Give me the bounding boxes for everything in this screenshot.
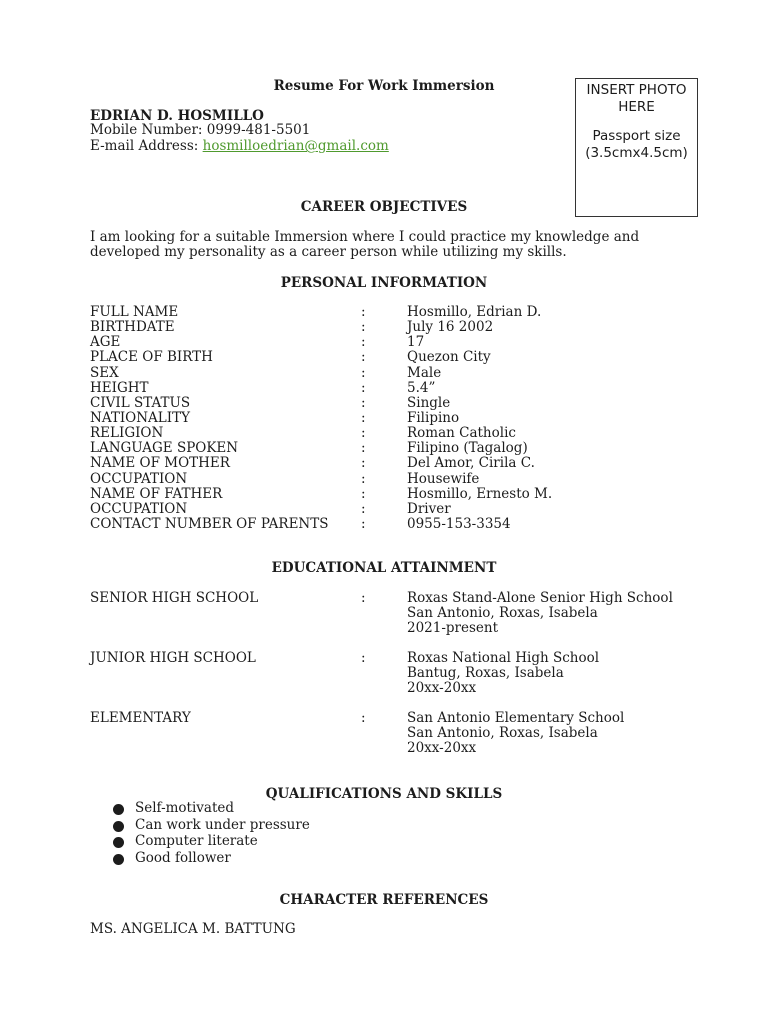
field-value: Housewife <box>407 470 480 487</box>
bullet-icon <box>113 804 124 815</box>
mobile-label: Mobile Number: <box>90 122 207 138</box>
field-label: RELIGION <box>90 425 164 442</box>
field-value: Hosmillo, Ernesto M. <box>407 485 553 502</box>
school-address: Bantug, Roxas, Isabela <box>407 665 564 681</box>
skill-text: Self-motivated <box>135 800 235 816</box>
personal-information-heading: PERSONAL INFORMATION <box>280 275 488 291</box>
personal-info-row <box>90 517 710 532</box>
field-label: FULL NAME <box>90 304 179 320</box>
field-separator: : <box>361 485 366 502</box>
skill-item <box>113 833 310 850</box>
qualifications-heading: QUALIFICATIONS AND SKILLS <box>265 786 503 802</box>
photo-size-note: Passport size (3.5cmx4.5cm) <box>585 128 688 161</box>
field-label: AGE <box>90 334 121 351</box>
personal-info-row <box>90 320 710 335</box>
applicant-name: EDRIAN D. HOSMILLO <box>90 108 264 124</box>
school-years: 20xx-20xx <box>407 740 477 756</box>
field-label: LANGUAGE SPOKEN <box>90 440 239 457</box>
skill-item <box>113 850 310 867</box>
mobile-number: 0999-481-5501 <box>206 122 311 138</box>
skill-item <box>113 817 310 834</box>
field-separator: : <box>361 425 366 442</box>
field-separator: : <box>361 515 366 532</box>
personal-info-row <box>90 441 710 456</box>
education-level: JUNIOR HIGH SCHOOL <box>90 650 256 666</box>
school-name: Roxas Stand-Alone Senior High School <box>407 590 673 606</box>
email-line <box>90 139 389 154</box>
email-link[interactable]: hosmilloedrian@gmail.com <box>202 138 389 154</box>
bullet-icon <box>113 821 124 832</box>
field-value: Roman Catholic <box>407 425 516 442</box>
field-separator: : <box>361 500 366 517</box>
field-value: Del Amor, Cirila C. <box>407 455 535 472</box>
personal-info-row <box>90 335 710 350</box>
field-label: OCCUPATION <box>90 500 188 517</box>
education-level: ELEMENTARY <box>90 710 191 726</box>
mobile-line <box>90 123 310 138</box>
personal-information-table <box>90 305 710 532</box>
personal-info-row <box>90 305 710 320</box>
personal-info-row <box>90 456 710 471</box>
field-separator: : <box>361 650 366 666</box>
skills-list <box>113 800 310 867</box>
personal-info-row <box>90 487 710 502</box>
reference-name: MS. ANGELICA M. BATTUNG <box>90 921 296 937</box>
field-separator: : <box>361 710 366 726</box>
school-name: Roxas National High School <box>407 650 600 666</box>
school-address: San Antonio, Roxas, Isabela <box>407 725 598 741</box>
field-separator: : <box>361 455 366 472</box>
field-label: NATIONALITY <box>90 409 191 426</box>
field-value: 17 <box>407 334 425 351</box>
photo-placeholder-label: INSERT PHOTO HERE <box>586 82 687 115</box>
skill-text: Can work under pressure <box>135 816 310 833</box>
field-label: SEX <box>90 364 119 381</box>
education-level: SENIOR HIGH SCHOOL <box>90 590 259 606</box>
skill-item <box>113 800 310 817</box>
field-label: NAME OF FATHER <box>90 485 223 502</box>
skill-text: Computer literate <box>135 833 258 850</box>
field-value: July 16 2002 <box>407 319 494 336</box>
document-title: Resume For Work Immersion <box>273 78 495 94</box>
field-value: Driver <box>407 500 451 517</box>
field-value: 0955-153-3354 <box>407 515 511 532</box>
field-value: Male <box>407 364 442 381</box>
field-label: OCCUPATION <box>90 470 188 487</box>
bullet-icon <box>113 854 124 865</box>
personal-info-row <box>90 366 710 381</box>
field-value: Hosmillo, Edrian D. <box>407 304 542 320</box>
personal-info-row <box>90 472 710 487</box>
personal-info-row <box>90 396 710 411</box>
career-objectives-heading: CAREER OBJECTIVES <box>300 199 468 215</box>
field-label: CONTACT NUMBER OF PARENTS <box>90 515 329 532</box>
career-objectives-text: I am looking for a suitable Immersion where I could practice my knowledge and developed my personality as a career person while utilizing my skills. <box>90 229 640 260</box>
personal-info-row <box>90 502 710 517</box>
field-value: Filipino (Tagalog) <box>407 440 528 457</box>
field-label: PLACE OF BIRTH <box>90 349 213 366</box>
field-separator: : <box>361 304 366 320</box>
field-separator: : <box>361 470 366 487</box>
field-label: NAME OF MOTHER <box>90 455 230 472</box>
educational-attainment-heading: EDUCATIONAL ATTAINMENT <box>271 560 497 576</box>
photo-placeholder <box>575 78 698 217</box>
school-years: 20xx-20xx <box>407 680 477 696</box>
field-label: BIRTHDATE <box>90 319 175 336</box>
field-label: CIVIL STATUS <box>90 394 191 411</box>
skill-text: Good follower <box>135 850 231 867</box>
school-years: 2021-present <box>407 620 499 636</box>
character-references-heading: CHARACTER REFERENCES <box>279 892 489 908</box>
field-label: HEIGHT <box>90 379 149 396</box>
school-name: San Antonio Elementary School <box>407 710 625 726</box>
field-separator: : <box>361 364 366 381</box>
personal-info-row <box>90 426 710 441</box>
field-separator: : <box>361 349 366 366</box>
field-value: 5.4” <box>407 379 436 396</box>
personal-info-row <box>90 381 710 396</box>
field-separator: : <box>361 409 366 426</box>
field-separator: : <box>361 379 366 396</box>
field-value: Single <box>407 394 451 411</box>
field-separator: : <box>361 394 366 411</box>
school-address: San Antonio, Roxas, Isabela <box>407 605 598 621</box>
field-value: Filipino <box>407 409 460 426</box>
field-separator: : <box>361 590 366 606</box>
field-separator: : <box>361 319 366 336</box>
email-label: E-mail Address: <box>90 138 203 154</box>
field-value: Quezon City <box>407 349 491 366</box>
personal-info-row <box>90 350 710 365</box>
field-separator: : <box>361 334 366 351</box>
personal-info-row <box>90 411 710 426</box>
field-separator: : <box>361 440 366 457</box>
bullet-icon <box>113 837 124 848</box>
